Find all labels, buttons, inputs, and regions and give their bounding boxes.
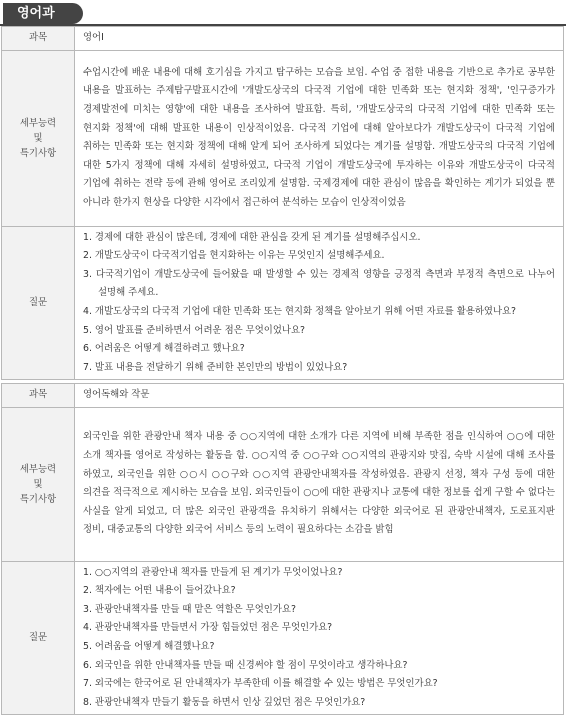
question-item: 3. 다국적기업이 개발도상국에 들어왔을 때 발생할 수 있는 경제적 영향을 긍정적 측면과 부정적 측면으로 나누어 설명해 주세요. [83, 268, 555, 299]
ability-label-line: 세부능력 [19, 463, 57, 475]
ability-text: 수업시간에 배운 내용에 대해 호기심을 가지고 탐구하는 모습을 보임. 수업 중 접한 내용을 기반으로 추가로 공부한 내용을 발표하는 주제탐구발표시간에 '개발도상국의 다국적 기업에 대한 민족화 또는 현지화 정책', '인구증가가 경제발전에 미치는 영향'에 대한 내용을 조사하여 발표함. 특히, '개발도상국의 다국적 기업에 대한 민족화 또는 현지화 정책'에 대해 발표한 내용이 인상적이었음. 다국적 기업에 대해 알아보다가 개발도상국이 다국적 기업에 취하는 민족화 또는 현지화 정책에 대해 알게 되어 조사하게 되었다는 계기를 설명함. 개발도상국의 다국적 기업에 대한 5가지 정책에 대해 자세히 설명하였고, 다국적 기업이 개발도상국에 투자하는 이유와 개발도상국이 다국적 기업에 취하는 전략 등에 관해 영어로 조리있게 설명함. 국제경제에 대한 관심이 많음을 확인하는 계기가 되었을 뿐 아니라 한가지 현상을 다양한 시각에서 접근하여 분석하는 모습이 인상적이었음 [75, 50, 564, 226]
question-item: 3. 관광안내책자를 만들 때 맡은 역할은 무엇인가요? [83, 603, 296, 615]
question-item: 7. 발표 내용을 전달하기 위해 준비한 본인만의 방법이 있었나요? [83, 361, 348, 373]
ability-label-line: 및 [33, 478, 43, 490]
ability-label [2, 407, 75, 561]
subject-label: 과목 [2, 384, 75, 408]
question-list-cell [75, 561, 564, 715]
subject-name: 영어Ⅰ [75, 27, 564, 51]
question-item: 8. 관광안내책자 만들기 활동을 하면서 인상 깊었던 점은 무엇인가요? [83, 696, 366, 708]
subject-name: 영어독해와 작문 [75, 384, 564, 408]
ability-label-line: 세부능력 [19, 117, 57, 129]
ability-label [2, 50, 75, 226]
question-list-cell [75, 226, 564, 380]
section-title: 영어과 [3, 3, 83, 24]
question-list [83, 229, 555, 378]
question-list [83, 564, 555, 713]
question-item: 1. 경제에 대한 관심이 많은데, 경제에 대한 관심을 갖게 된 계기를 설명해주십시오. [83, 231, 421, 243]
ability-text: 외국인을 위한 관광안내 책자 내용 중 ○○지역에 대한 소개가 다른 지역에 비해 부족한 점을 인식하여 ○○에 대한 소개 책자를 영어로 작성하는 활동을 함. ○○지역 중 ○○구와 ○○지역의 관광지와 맛집, 숙박 시설에 대해 조사를 하였고, 외국인을 위한 ○○시 ○○구와 ○○지역 관광안내책자를 작성하였음. 관광지 선정, 책자 구성 등에 대한 의견을 적극적으로 제시하는 모습을 보임. 외국인들이 ○○에 대한 관광지나 교통에 대한 정보를 쉽게 구할 수 없다는 사실을 알게 되었고, 더 많은 외국인 관광객을 유치하기 위해서는 다양한 외국어로 된 관광안내책자, 도로표지판 정비, 대중교통의 다양한 외국어 서비스 등의 노력이 필요하다는 소감을 밝힘 [75, 407, 564, 561]
question-item: 5. 영어 발표를 준비하면서 어려운 점은 무엇이었나요? [83, 324, 305, 336]
question-label: 질문 [2, 561, 75, 715]
record-table-1 [1, 26, 564, 380]
question-item: 1. ○○지역의 관광안내 책자를 만들게 된 계기가 무엇이었나요? [83, 566, 343, 578]
question-label: 질문 [2, 226, 75, 380]
question-item: 2. 개발도상국이 다국적기업을 현지화하는 이유는 무엇인지 설명해주세요. [83, 250, 385, 262]
subject-label: 과목 [2, 27, 75, 51]
question-item: 4. 개발도상국의 다국적 기업에 대한 민족화 또는 현지화 정책을 알아보기 위해 어떤 자료를 활용하였나요? [83, 305, 517, 317]
question-item: 6. 어려움은 어떻게 해결하려고 했나요? [83, 343, 245, 355]
question-item: 6. 외국인을 위한 안내책자를 만들 때 신경써야 할 점이 무엇이라고 생각하나요? [83, 659, 408, 671]
question-item: 5. 어려움을 어떻게 해결했나요? [83, 640, 215, 652]
record-table-2 [1, 383, 564, 715]
ability-label-line: 및 [33, 132, 43, 144]
ability-label-line: 특기사항 [19, 493, 57, 505]
question-item: 4. 관광안내책자를 만들면서 가장 힘들었던 점은 무엇인가요? [83, 622, 333, 634]
question-item: 7. 외국에는 한국어로 된 안내책자가 부족한데 이를 해결할 수 있는 방법은 무엇인가요? [83, 678, 438, 690]
ability-label-line: 특기사항 [19, 147, 57, 159]
question-item: 2. 책자에는 어떤 내용이 들어갔나요? [83, 585, 236, 597]
